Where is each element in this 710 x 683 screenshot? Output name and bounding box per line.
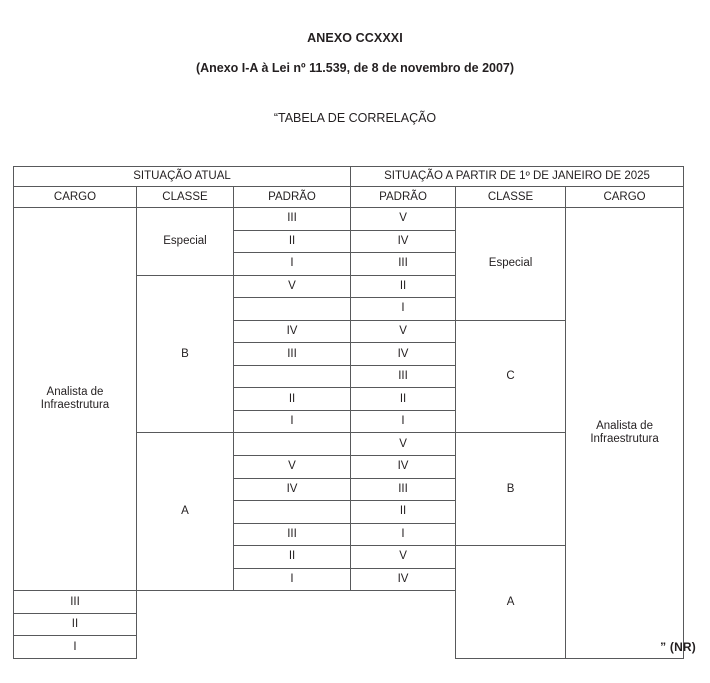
- cell-padrao-right: I: [14, 636, 137, 659]
- cell-padrao-right: IV: [351, 568, 456, 591]
- col-header-cargo-right: CARGO: [566, 187, 684, 208]
- col-header-classe-right: CLASSE: [456, 187, 566, 208]
- col-header-padrao-right: PADRÃO: [351, 187, 456, 208]
- cell-padrao-right: II: [14, 613, 137, 636]
- column-header-row: [14, 187, 684, 208]
- table-body: [14, 208, 684, 659]
- cell-padrao-right: III: [14, 591, 137, 614]
- cell-cargo-left: Analista de Infraestrutura: [14, 208, 137, 591]
- cell-padrao-right: I: [351, 410, 456, 433]
- cell-padrao-right: III: [351, 365, 456, 388]
- cell-padrao-left: IV: [234, 478, 351, 501]
- table-row: [14, 208, 684, 231]
- cell-padrao-left: V: [234, 275, 351, 298]
- cell-padrao-right: I: [351, 523, 456, 546]
- cell-classe-right: B: [456, 433, 566, 546]
- cell-classe-right: A: [456, 546, 566, 659]
- cell-padrao-left: III: [234, 343, 351, 366]
- cell-padrao-right: II: [351, 275, 456, 298]
- cell-padrao-right: V: [351, 546, 456, 569]
- cell-classe-right: Especial: [456, 208, 566, 321]
- band-situacao-atual: SITUAÇÃO ATUAL: [14, 167, 351, 187]
- cell-padrao-right: V: [351, 433, 456, 456]
- cell-classe-right: C: [456, 320, 566, 433]
- col-header-cargo-left: CARGO: [14, 187, 137, 208]
- cell-padrao-left: II: [234, 388, 351, 411]
- cell-classe-left: B: [137, 275, 234, 433]
- cell-padrao-left: IV: [234, 320, 351, 343]
- cell-cargo-right: Analista de Infraestrutura: [566, 208, 684, 659]
- nr-note: ” (NR): [660, 640, 696, 654]
- tabela-caption: “TABELA DE CORRELAÇÃO: [273, 111, 437, 125]
- cell-padrao-left: I: [234, 253, 351, 276]
- cell-padrao-left: [234, 365, 351, 388]
- cell-padrao-left: [234, 298, 351, 321]
- cell-classe-left: A: [137, 433, 234, 591]
- cell-padrao-left: V: [234, 456, 351, 479]
- cell-padrao-right: IV: [351, 343, 456, 366]
- cell-padrao-right: V: [351, 320, 456, 343]
- cell-padrao-left: I: [234, 568, 351, 591]
- cell-padrao-right: IV: [351, 456, 456, 479]
- cell-padrao-left: III: [234, 523, 351, 546]
- band-header-row: [14, 167, 684, 187]
- cell-classe-left: Especial: [137, 208, 234, 276]
- cell-padrao-right: I: [351, 298, 456, 321]
- correlation-table: [13, 166, 684, 659]
- col-header-classe-left: CLASSE: [137, 187, 234, 208]
- cell-padrao-right: II: [351, 388, 456, 411]
- table-head: [14, 167, 684, 208]
- band-situacao-2025: SITUAÇÃO A PARTIR DE 1º DE JANEIRO DE 2025: [351, 167, 684, 187]
- cell-padrao-left: [234, 433, 351, 456]
- cell-padrao-right: III: [351, 478, 456, 501]
- cell-padrao-left: [234, 501, 351, 524]
- anexo-subtitle: (Anexo I-A à Lei nº 11.539, de 8 de novembro de 2007): [195, 61, 515, 75]
- col-header-padrao-left: PADRÃO: [234, 187, 351, 208]
- cell-padrao-right: IV: [351, 230, 456, 253]
- document-heading: [0, 0, 710, 126]
- cell-padrao-left: II: [234, 546, 351, 569]
- cell-padrao-left: II: [234, 230, 351, 253]
- correlation-table-container: [13, 166, 683, 659]
- cell-padrao-left: I: [234, 410, 351, 433]
- cell-padrao-right: V: [351, 208, 456, 231]
- cell-padrao-right: II: [351, 501, 456, 524]
- anexo-title: ANEXO CCXXXI: [307, 31, 403, 45]
- cell-padrao-right: III: [351, 253, 456, 276]
- cell-padrao-left: III: [234, 208, 351, 231]
